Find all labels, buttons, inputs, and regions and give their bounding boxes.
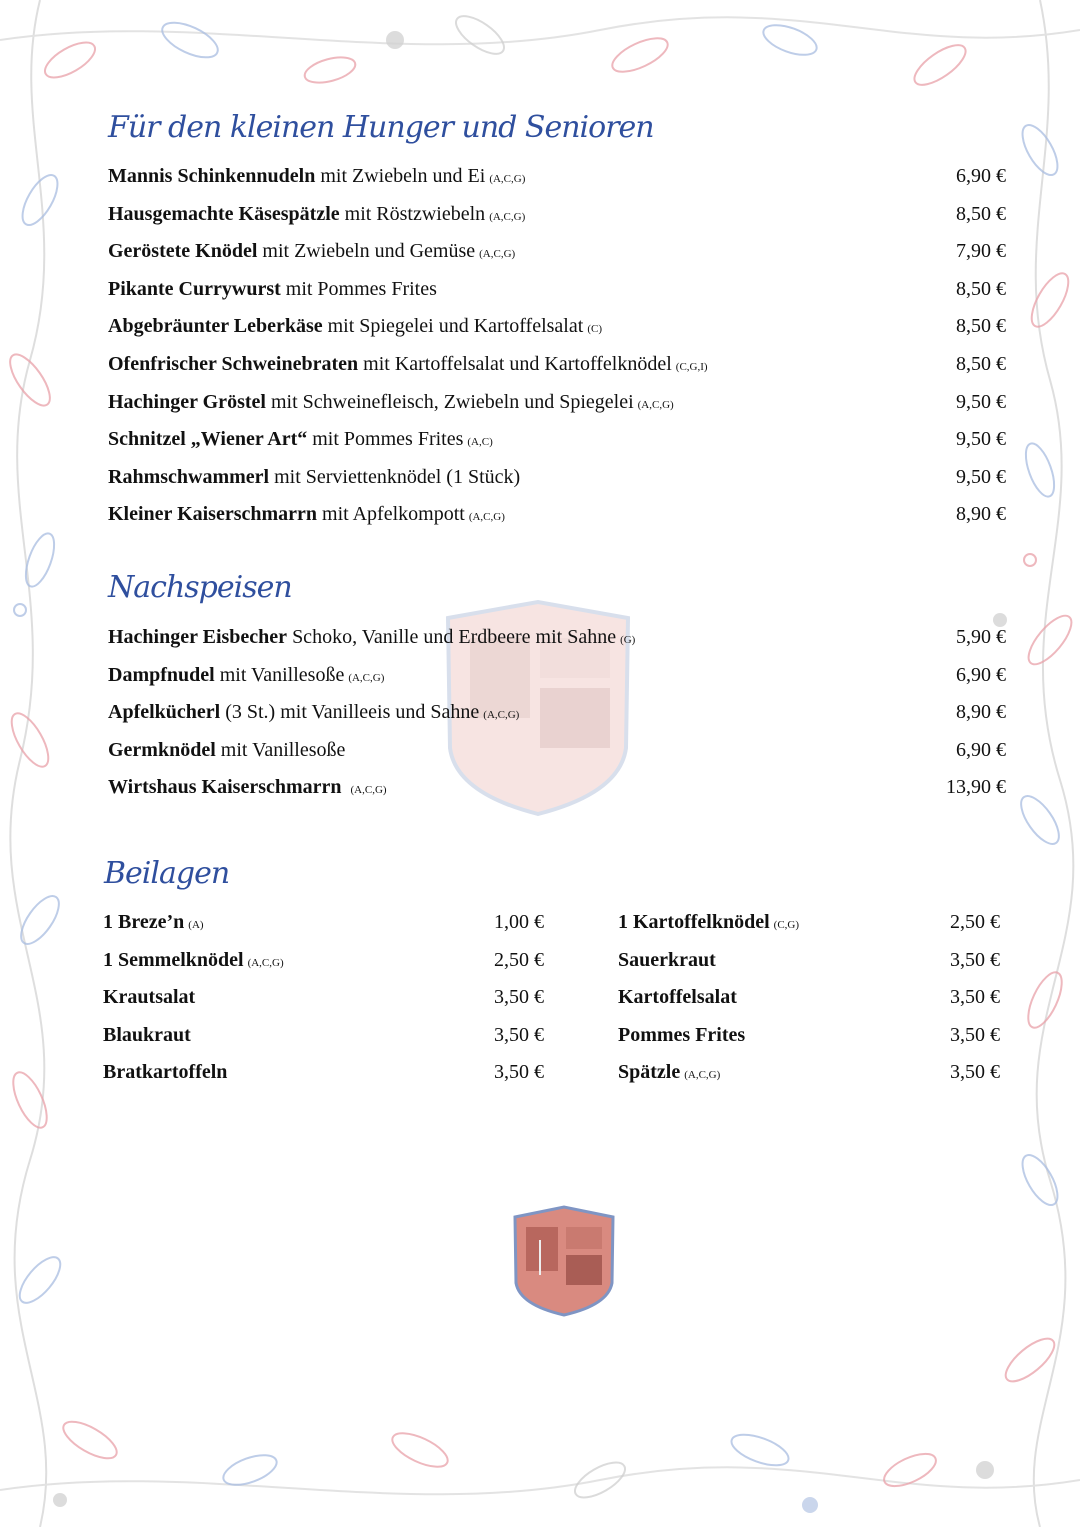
section-title-desserts: Nachspeisen bbox=[108, 570, 292, 605]
side-price: 1,00 € bbox=[494, 911, 544, 933]
menu-item bbox=[108, 424, 1006, 454]
item-allergens: (A,C,G) bbox=[350, 784, 387, 797]
side-price: 3,50 € bbox=[950, 948, 1000, 971]
item-description: (3 St.) mit Vanilleeis und Sahne bbox=[220, 701, 480, 724]
menu-item bbox=[108, 311, 1006, 341]
item-description: mit Kartoffelsalat und Kartoffelknödel bbox=[358, 353, 672, 375]
item-name: Apfelkücherl bbox=[108, 701, 221, 724]
side-allergens: (A) bbox=[188, 919, 204, 931]
item-allergens: (A,C,G) bbox=[479, 248, 516, 261]
side-item bbox=[103, 945, 544, 975]
menu-item bbox=[108, 236, 1006, 266]
item-name: Mannis Schinkennudeln bbox=[108, 165, 316, 187]
item-name: Wirtshaus Kaiserschmarrn bbox=[108, 776, 342, 799]
side-item bbox=[103, 1057, 544, 1087]
item-description: mit Spiegelei und Kartoffelsalat bbox=[322, 315, 584, 338]
item-description: Schoko, Vanille und Erdbeere mit Sahne bbox=[287, 626, 617, 648]
item-allergens: (A,C,G) bbox=[637, 398, 674, 411]
item-price: 6,90 € bbox=[956, 663, 1006, 686]
menu-item bbox=[108, 499, 1006, 529]
side-name: 1 Kartoffelknödel bbox=[618, 911, 770, 933]
side-item bbox=[103, 982, 544, 1012]
menu-item bbox=[108, 462, 1006, 492]
item-name: Pikante Currywurst bbox=[108, 277, 281, 300]
item-allergens: (C,G,I) bbox=[675, 361, 708, 373]
side-name: Spätzle bbox=[618, 1061, 681, 1084]
side-price: 3,50 € bbox=[494, 986, 544, 1009]
side-item bbox=[103, 907, 544, 937]
item-name: Rahmschwammerl bbox=[108, 465, 270, 488]
item-price: 8,90 € bbox=[956, 701, 1006, 724]
item-price: 9,50 € bbox=[956, 428, 1006, 451]
crest-logo bbox=[510, 1205, 618, 1317]
item-allergens: (G) bbox=[620, 634, 636, 646]
side-item bbox=[103, 1020, 544, 1050]
side-price: 3,50 € bbox=[950, 1023, 1000, 1046]
item-name: Kleiner Kaiserschmarrn bbox=[108, 503, 318, 526]
item-price: 9,50 € bbox=[956, 465, 1006, 488]
item-allergens: (A,C,G) bbox=[483, 709, 520, 722]
side-price: 2,50 € bbox=[950, 911, 1000, 933]
side-price: 3,50 € bbox=[950, 986, 1000, 1009]
side-price: 3,50 € bbox=[494, 1061, 544, 1084]
side-name: 1 Breze’n bbox=[103, 911, 185, 933]
item-description: mit Zwiebeln und Ei bbox=[315, 165, 486, 187]
item-description: mit Pommes Frites bbox=[307, 428, 464, 451]
menu-item bbox=[108, 735, 1006, 765]
section-title-sides: Beilagen bbox=[104, 856, 230, 891]
side-allergens: (A,C,G) bbox=[247, 956, 284, 969]
item-price: 9,50 € bbox=[956, 390, 1006, 413]
side-item bbox=[618, 982, 1000, 1012]
menu-item bbox=[108, 660, 1006, 690]
item-price: 8,90 € bbox=[956, 503, 1006, 526]
item-allergens: (A,C,G) bbox=[348, 671, 385, 684]
item-allergens: (A,C) bbox=[467, 436, 493, 449]
item-allergens: (C) bbox=[587, 323, 602, 336]
side-price: 3,50 € bbox=[494, 1023, 544, 1046]
menu-item bbox=[108, 697, 1006, 727]
menu-item bbox=[108, 622, 1006, 652]
section-title-hunger: Für den kleinen Hunger und Senioren bbox=[108, 110, 654, 145]
item-description: mit Vanillesoße bbox=[214, 663, 345, 686]
side-item bbox=[618, 907, 1000, 937]
side-price: 3,50 € bbox=[950, 1061, 1000, 1084]
menu-item bbox=[108, 161, 1006, 191]
item-name: Hachinger Eisbecher bbox=[108, 626, 288, 648]
item-price: 6,90 € bbox=[956, 165, 1006, 187]
item-name: Geröstete Knödel bbox=[108, 240, 258, 263]
item-name: Germknödel bbox=[108, 738, 216, 761]
item-allergens: (A,C,G) bbox=[489, 210, 526, 223]
item-description: mit Pommes Frites bbox=[280, 277, 437, 300]
item-name: Hausgemachte Käsespätzle bbox=[108, 202, 340, 225]
side-item bbox=[618, 1020, 1000, 1050]
item-price: 8,50 € bbox=[956, 315, 1006, 338]
item-allergens: (A,C,G) bbox=[468, 511, 505, 524]
item-name: Abgebräunter Leberkäse bbox=[108, 315, 323, 338]
side-name: Bratkartoffeln bbox=[103, 1061, 228, 1084]
item-description: mit Apfelkompott bbox=[317, 503, 465, 526]
side-name: Sauerkraut bbox=[618, 948, 716, 971]
side-name: Krautsalat bbox=[103, 986, 196, 1009]
side-name: Kartoffelsalat bbox=[618, 986, 737, 1009]
side-name: Pommes Frites bbox=[618, 1023, 746, 1046]
menu-item bbox=[108, 274, 1006, 304]
item-price: 7,90 € bbox=[956, 240, 1006, 263]
item-price: 8,50 € bbox=[956, 277, 1006, 300]
item-price: 6,90 € bbox=[956, 738, 1006, 761]
item-name: Dampfnudel bbox=[108, 663, 215, 686]
menu-item bbox=[108, 349, 1006, 379]
item-allergens: (A,C,G) bbox=[489, 173, 526, 185]
item-price: 5,90 € bbox=[956, 626, 1006, 648]
item-name: Hachinger Gröstel bbox=[108, 390, 266, 413]
item-price: 13,90 € bbox=[946, 776, 1006, 799]
side-item bbox=[618, 1057, 1000, 1087]
item-name: Schnitzel „Wiener Art“ bbox=[108, 428, 308, 451]
menu-item bbox=[108, 387, 1006, 417]
item-description: mit Röstzwiebeln bbox=[339, 202, 486, 225]
side-name: 1 Semmelknödel bbox=[103, 948, 244, 971]
side-allergens: (C,G) bbox=[773, 919, 800, 931]
side-price: 2,50 € bbox=[494, 948, 544, 971]
side-name: Blaukraut bbox=[103, 1023, 191, 1046]
item-description: mit Zwiebeln und Gemüse bbox=[257, 240, 476, 263]
side-allergens: (A,C,G) bbox=[684, 1069, 721, 1082]
item-description: mit Vanillesoße bbox=[215, 738, 346, 761]
item-name: Ofenfrischer Schweinebraten bbox=[108, 353, 359, 375]
item-description: mit Serviettenknödel (1 Stück) bbox=[269, 465, 521, 488]
menu-item bbox=[108, 772, 1006, 802]
menu-item bbox=[108, 199, 1006, 229]
item-price: 8,50 € bbox=[956, 202, 1006, 225]
item-description bbox=[342, 776, 347, 798]
side-item bbox=[618, 945, 1000, 975]
item-price: 8,50 € bbox=[956, 353, 1006, 375]
item-description: mit Schweinefleisch, Zwiebeln und Spiegelei bbox=[265, 390, 634, 413]
